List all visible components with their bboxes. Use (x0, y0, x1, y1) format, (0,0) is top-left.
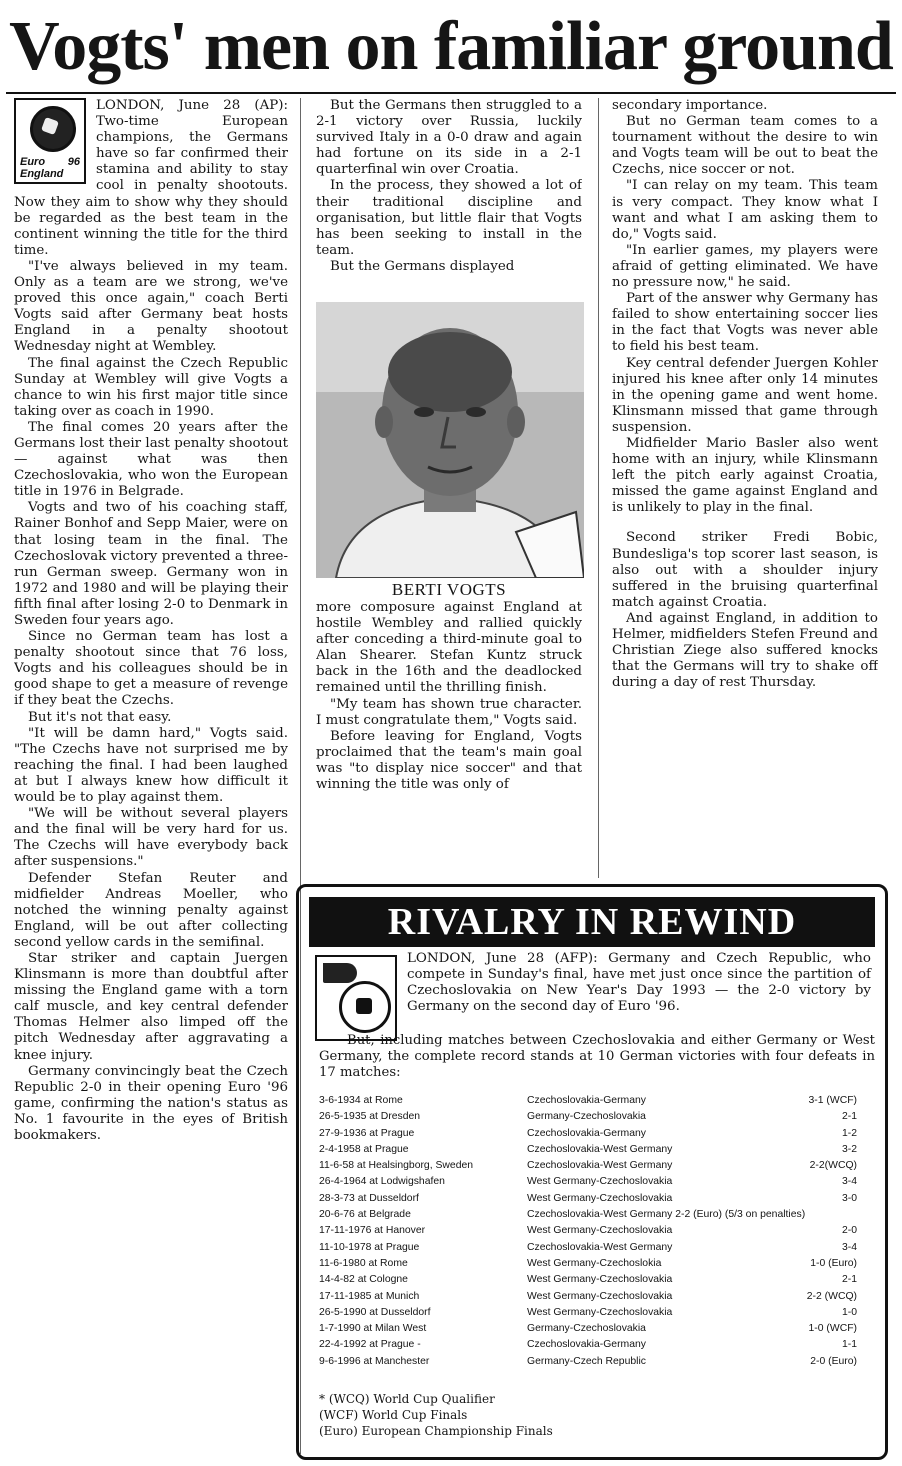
results-table (319, 1093, 875, 1370)
rivalry-title: RIVALRY IN REWIND (309, 897, 875, 947)
match-date: 17-11-1985 at Munich (319, 1290, 420, 1302)
match-row (319, 1240, 875, 1256)
paragraph: Germany convincingly beat the Czech Republic 2-0 in their opening Euro '96 game, confirming the nation's status as No. 1 favourite in the eyes of British bookmakers. (14, 1063, 288, 1143)
match-teams: Czechoslovakia-Germany (527, 1095, 646, 1106)
column-divider (598, 98, 599, 878)
match-row (319, 1305, 875, 1321)
article-column-2-bottom (316, 600, 582, 872)
match-score: 3-4 (841, 1176, 857, 1188)
match-row (319, 1256, 875, 1272)
footnote: (WCF) World Cup Finals (319, 1408, 468, 1422)
paragraph: But, including matches between Czechoslovakia and either Germany or West Germany, the complete record stands at 10 German victories with four defeats in 17 matches: (319, 1033, 875, 1080)
match-row (319, 1321, 875, 1337)
match-date: 20-6-76 at Belgrade (319, 1209, 411, 1221)
match-date: 22-4-1992 at Prague - (319, 1339, 421, 1351)
match-teams: Germany-Czech Republic (527, 1355, 646, 1367)
article-column-3 (612, 98, 878, 870)
footnote: * (WCQ) World Cup Qualifier (319, 1392, 495, 1406)
football-icon (339, 981, 391, 1033)
match-row (319, 1109, 875, 1125)
match-score: 3-0 (841, 1192, 857, 1204)
paragraph: more composure against England at hostile Wembley and rallied quickly after conceding a third-minute goal to Alan Shearer. Stefan Kuntz struck back in the 16th and the deadlocked remained until the thrilling finish. (316, 600, 582, 696)
match-date: 11-10-1978 at Prague (319, 1241, 420, 1253)
article-column-1 (14, 98, 288, 1460)
paragraph: But no German team comes to a tournament without the desire to win and Vogts team will be out to beat the Czechs, nice soccer or not. (612, 114, 878, 178)
photo-caption: BERTI VOGTS (391, 580, 507, 599)
paragraph: LONDON, June 28 (AFP): Germany and Czech Republic, who compete in Sunday's final, have met just once since the partition of Czechoslovakia on New Year's Day 1993 — the 2-0 victory by Germany on the second day of Euro '96. (407, 951, 871, 1015)
match-date: 27-9-1936 at Prague (319, 1127, 415, 1139)
match-row (319, 1158, 875, 1174)
match-score: 2-0 (Euro) (810, 1355, 857, 1367)
match-teams: Czechoslovakia-Germany (527, 1339, 646, 1351)
paragraph: The final comes 20 years after the Germans lost their last penalty shootout — against what was then Czechoslovakia, who won the European title in 1976 in Belgrade. (14, 419, 288, 500)
match-date: 11-6-58 at Healsingborg, Sweden (319, 1160, 474, 1172)
match-score: 2-1 (841, 1111, 857, 1123)
match-score: 1-0 (841, 1306, 857, 1318)
footnote: (Euro) European Championship Finals (319, 1424, 553, 1438)
match-teams: West Germany-Czechoslovakia (527, 1225, 673, 1237)
paragraph: "My team has shown true character. I must congratulate them," Vogts said. (316, 696, 582, 728)
match-date: 26-5-1990 at Dusseldorf (319, 1306, 431, 1318)
match-score: 3-4 (841, 1241, 857, 1253)
rivalry-intro (407, 951, 871, 1015)
paragraph: Part of the answer why Germany has failed to show entertaining soccer lies in the fact that Vogts was never able to field his best team. (612, 291, 878, 355)
match-date: 26-5-1935 at Dresden (319, 1111, 421, 1123)
match-teams: Czechoslovakia-West Germany (527, 1143, 673, 1155)
footnotes (319, 1391, 875, 1439)
match-teams: Czechoslovakia-Germany (527, 1127, 646, 1139)
rivalry-logo (315, 955, 397, 1041)
match-teams: West Germany-Czechoslovakia (527, 1192, 673, 1204)
match-teams: Czechoslovakia-West Germany (527, 1160, 673, 1172)
match-score: 3-2 (841, 1143, 857, 1155)
logo-text: Euro 96 England (20, 156, 80, 180)
football-icon (30, 106, 76, 152)
match-score: 2-2(WCQ) (809, 1160, 857, 1172)
paragraph: Vogts and two of his coaching staff, Rainer Bonhof and Sepp Maier, were on that losing team in the final. The Czechoslovak victory prevented a three-run German sweep. Germany won in 1972 and 1980 and will be playing their fifth final after losing 2-0 to Denmark in Sweden four years ago. (14, 500, 288, 628)
match-row (319, 1289, 875, 1305)
match-score: 1-0 (Euro) (810, 1257, 857, 1269)
paragraph: "I can relay on my team. This team is very compact. They know what I want and what I am asking them to do," Vogts said. (612, 178, 878, 242)
match-date: 2-4-1958 at Prague (319, 1143, 409, 1155)
match-date: 1-7-1990 at Milan West (319, 1323, 427, 1335)
match-row (319, 1191, 875, 1207)
paragraph: In the process, they showed a lot of their traditional discipline and organisation, but little flair that Vogts has been seeking to install in the team. (316, 178, 582, 258)
paragraph: "It will be damn hard," Vogts said. "The Czechs have not surprised me by reaching the final. I had been laughed at but I always knew how difficult it would be to play against them. (14, 725, 288, 806)
paragraph: But the Germans displayed (330, 258, 515, 274)
euro96-logo (14, 98, 86, 184)
match-score: 2-2 (WCQ) (806, 1290, 857, 1302)
match-date: 14-4-82 at Cologne (319, 1274, 408, 1286)
match-score: 2-1 (841, 1274, 857, 1286)
match-date: 3-6-1934 at Rome (319, 1095, 403, 1106)
match-row (319, 1272, 875, 1288)
match-teams: Germany-Czechoslovakia (527, 1111, 646, 1123)
match-row (319, 1093, 875, 1109)
match-teams: West Germany-Czechoslovakia (527, 1290, 673, 1302)
paragraph: "In earlier games, my players were afraid of getting eliminated. We have no pressure now," he said. (612, 242, 878, 291)
paragraph: LONDON, June 28 (AP): Two-time European champions, the Germans have so far confirmed their stamina and ability to stay cool in penalty shootouts. Now they aim to show why they should be regarded as the best team in the continent winning the title for the third time. (14, 98, 288, 258)
portrait-image (316, 302, 584, 578)
match-row (319, 1126, 875, 1142)
paragraph: But the Germans then struggled to a 2-1 victory over Russia, luckily survived Italy in a 0-0 draw and again had fortune on its side in a 2-1 quarterfinal win over Croatia. (316, 98, 582, 178)
paragraph: Before leaving for England, Vogts proclaimed that the team's main goal was "to display nice soccer" and that winning the title was only of (316, 728, 582, 793)
match-score: 1-0 (WCF) (808, 1323, 857, 1335)
match-date: 9-6-1996 at Manchester (319, 1355, 430, 1367)
berti-vogts-photo (316, 302, 584, 578)
match-teams: Czechoslovakia-West Germany (527, 1241, 673, 1253)
headline-rule (6, 92, 896, 94)
paragraph: secondary importance. (612, 98, 768, 113)
paragraph: Defender Stefan Reuter and midfielder Andreas Moeller, who notched the winning penalty against England, will be out after collecting second yellow cards in the semifinal. (14, 870, 288, 950)
rivalry-box (296, 884, 888, 1460)
match-teams: West Germany-Czechoslokia (527, 1257, 662, 1269)
match-row (319, 1207, 875, 1223)
match-date: 26-4-1964 at Lodwigshafen (319, 1176, 445, 1188)
rivalry-intro-2 (319, 1033, 875, 1081)
paragraph: Key central defender Juergen Kohler injured his knee after only 14 minutes in the opening game and went home. Klinsmann missed that game through suspension. (612, 355, 878, 435)
paragraph: The final against the Czech Republic Sunday at Wembley will give Vogts a chance to win his first major title since taking over as coach in 1990. (14, 355, 288, 419)
paragraph: Star striker and captain Juergen Klinsmann is more than doubtful after missing the England game with a torn calf muscle, and key central defender Thomas Helmer also limped off the pitch Wednesday after aggravating a knee injury. (14, 950, 288, 1063)
match-date: 11-6-1980 at Rome (319, 1257, 408, 1269)
match-score: 1-2 (841, 1127, 857, 1139)
article-column-2-top (316, 98, 582, 275)
match-teams: West Germany-Czechoslovakia (527, 1274, 673, 1286)
match-score: 3-1 (WCF) (808, 1095, 857, 1106)
match-teams: Czechoslovakia-West Germany 2-2 (Euro) (5/3 on penalties) (527, 1209, 806, 1221)
match-teams: West Germany-Czechoslovakia (527, 1306, 673, 1318)
match-row (319, 1223, 875, 1239)
paragraph: "I've always believed in my team. Only as a team are we strong, we've proved this once again," coach Berti Vogts said after Germany beat hosts England in a penalty shootout Wednesday night at Wembley. (14, 258, 288, 355)
match-teams: Germany-Czechoslovakia (527, 1323, 646, 1335)
paragraph: But it's not that easy. (28, 709, 172, 725)
match-row (319, 1174, 875, 1190)
paragraph: And against England, in addition to Helmer, midfielders Stefen Freund and Christian Ziege also suffered knocks that the Germans will try to shake off during a day of rest Thursday. (612, 610, 878, 691)
paragraph: Since no German team has lost a penalty shootout since that 76 loss, Vogts and his colleagues should be in good shape to get a measure of revenge if they beat the Czechs. (14, 629, 288, 709)
headline: Vogts' men on familiar ground (9, 8, 893, 85)
paragraph: "We will be without several players and the final will be very hard for us. The Czechs will have everybody back after suspensions." (14, 806, 288, 870)
match-date: 28-3-73 at Dusseldorf (319, 1192, 419, 1204)
match-date: 17-11-1976 at Hanover (319, 1225, 426, 1237)
match-row (319, 1337, 875, 1353)
match-teams: West Germany-Czechoslovakia (527, 1176, 673, 1188)
paragraph: Midfielder Mario Basler also went home with an injury, while Klinsmann left the pitch early against Croatia, missed the game against England and is unlikely to play in the final. (612, 435, 878, 516)
boot-icon (323, 963, 357, 983)
match-score: 1-1 (841, 1339, 857, 1351)
match-row (319, 1354, 875, 1370)
match-row (319, 1142, 875, 1158)
paragraph: Second striker Fredi Bobic, Bundesliga's top scorer last season, is also out with a shoulder injury suffered in the bruising quarterfinal match against Croatia. (612, 530, 878, 610)
match-score: 2-0 (841, 1225, 857, 1237)
